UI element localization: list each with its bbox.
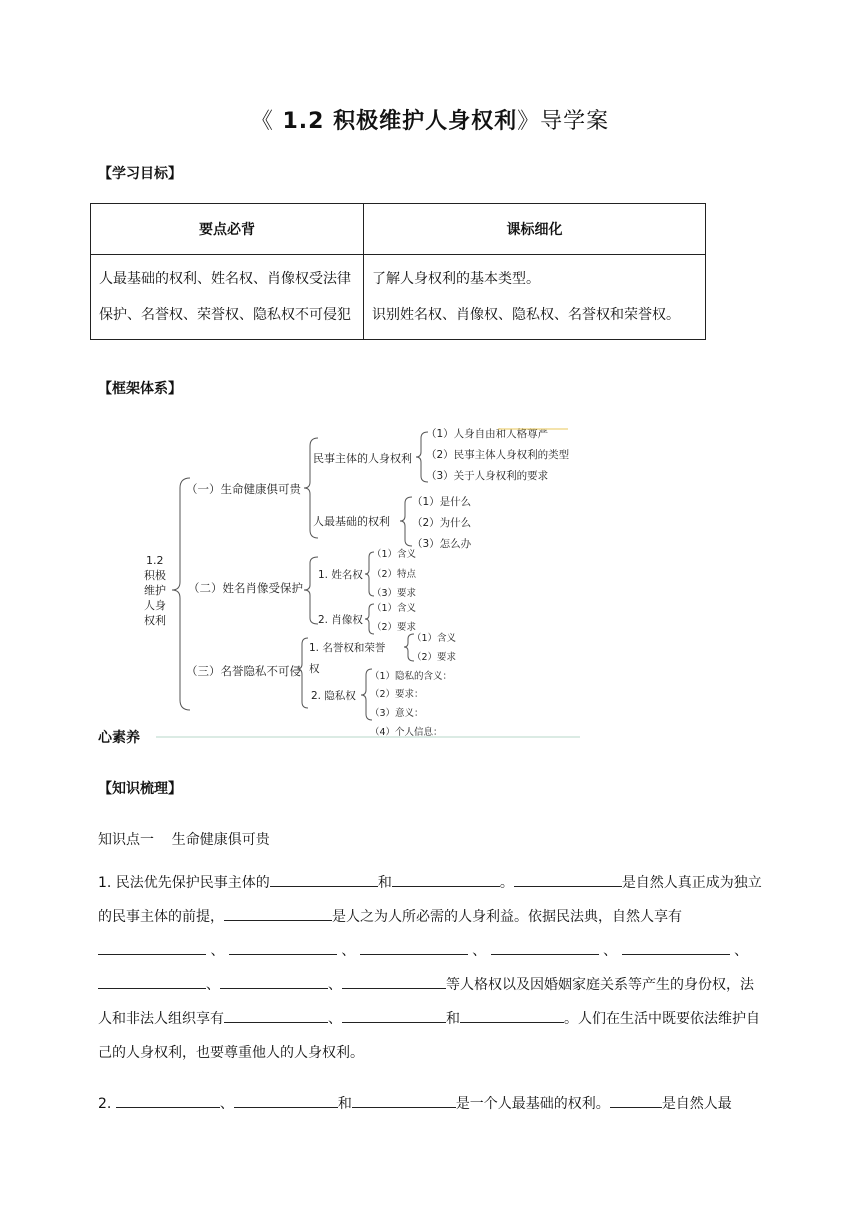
branch-2a-label: 1. 姓名权 [318, 569, 363, 581]
p1-blank-7[interactable] [360, 940, 468, 955]
p2-blank-1[interactable] [116, 1093, 220, 1108]
branch-2a-item-3: （3）要求 [372, 588, 417, 599]
root-label-line-1: 1.2 [146, 554, 164, 567]
goals-header-left: 要点必背 [91, 204, 364, 255]
branch-2a-item-2: （2）特点 [372, 569, 417, 580]
branch-2b-item-2: （2）要求 [372, 622, 417, 633]
p1-text-5: 是人之为人所必需的人身利益。依据民法典，自然人享有 [332, 909, 682, 925]
branch-3-label: （三）名誉隐私不可侵 [186, 664, 301, 678]
branch-3b-item-2: （2）要求： [370, 689, 424, 700]
goals-standard-line-2: 识别姓名权、肖像权、隐私权、名誉权和荣誉权。 [372, 307, 680, 323]
p1-blank-11[interactable] [220, 974, 328, 989]
branch-1b-brace [400, 497, 412, 546]
p1-blank-15[interactable] [460, 1008, 564, 1023]
p2-text-5: 是自然人最 [661, 1096, 732, 1112]
branch-3a-label-line-1: 1. 名誉权和荣誉 [309, 642, 386, 654]
goals-cell-key-points: 人最基础的权利、姓名权、肖像权受法律保护、名誉权、荣誉权、隐私权不可侵犯 [91, 255, 364, 340]
branch-1a-item-1: （1）人身自由和人格尊严 [426, 428, 549, 440]
branch-3b-item-1: （1）隐私的含义： [370, 671, 453, 682]
p1-sep-7: 、 [328, 977, 342, 993]
branch-2-label: （二）姓名肖像受保护 [188, 581, 303, 595]
p1-text-3: 。 [499, 875, 514, 891]
root-label-line-2: 积极 [144, 569, 166, 582]
branch-3b-item-3: （3）意义： [370, 708, 424, 719]
p1-blank-4[interactable] [224, 906, 332, 921]
root-label-line-4: 人身 [144, 599, 166, 612]
title-suffix: 导学案 [540, 109, 610, 134]
p1-blank-12[interactable] [342, 974, 446, 989]
p1-blank-14[interactable] [342, 1008, 446, 1023]
p1-blank-13[interactable] [224, 1008, 328, 1023]
p1-text-9: 。人们在生活中既要依法维护自己的人身权利，也要尊重他人的人身权利。 [98, 1011, 760, 1061]
branch-2a-item-1: （1）含义 [372, 549, 417, 560]
p1-sep-4: 、 [603, 943, 618, 959]
branch-1a-label: 民事主体的人身权利 [313, 452, 412, 465]
p1-blank-8[interactable] [491, 940, 599, 955]
branch-1a-item-3: （3）关于人身权利的要求 [426, 470, 549, 482]
p2-blank-3[interactable] [352, 1093, 456, 1108]
p2-blank-2[interactable] [234, 1093, 338, 1108]
branch-1-label: （一）生命健康俱可贵 [186, 482, 301, 496]
p1-text-4: 是自然人真正成为独立的民事主体的前提， [98, 875, 762, 925]
root-label-line-5: 权利 [144, 614, 166, 627]
section-knowledge-heading: 【知识梳理】 [98, 781, 182, 797]
p1-blank-10[interactable] [98, 974, 206, 989]
goals-header-right: 课标细化 [364, 204, 706, 255]
p1-text-2: 和 [377, 875, 392, 891]
section-core-heading: 心素养 [98, 730, 140, 746]
section-goals-heading: 【学习目标】 [98, 166, 182, 182]
knowledge-paragraph-2 [98, 1087, 766, 1121]
p1-blank-2[interactable] [392, 872, 500, 887]
root-label-line-3: 维护 [144, 584, 166, 597]
branch-1b-item-1: （1）是什么 [412, 496, 472, 508]
p2-text-3: 和 [337, 1096, 352, 1112]
p1-sep-1: 、 [210, 943, 225, 959]
branch-1b-label: 人最基础的权利 [313, 515, 390, 528]
p1-blank-6[interactable] [229, 940, 337, 955]
p1-sep-2: 、 [341, 943, 356, 959]
p1-sep-6: 、 [206, 977, 220, 993]
p1-sep-5: 、 [734, 943, 749, 959]
title-mark-open: 《 [250, 109, 274, 134]
p2-text-2: 、 [219, 1096, 234, 1112]
knowledge-paragraph-1 [98, 866, 766, 1070]
p2-text-1: 2. [98, 1096, 112, 1112]
p1-sep-3: 、 [472, 943, 487, 959]
goals-standard-line-1: 了解人身权利的基本类型。 [372, 271, 540, 287]
p1-text-8: 和 [446, 1011, 460, 1027]
branch-3b-item-4: （4）个人信息： [370, 727, 443, 738]
branch-1b-item-3: （3）怎么办 [412, 538, 472, 550]
branch-1a-item-2: （2）民事主体人身权利的类型 [426, 449, 570, 461]
branch-2-brace [304, 557, 318, 624]
branch-2b-label: 2. 肖像权 [318, 614, 363, 626]
title-main: 1.2 积极维护人身权利 [273, 109, 518, 134]
branch-2b-item-1: （1）含义 [372, 603, 417, 614]
branch-1b-item-2: （2）为什么 [412, 517, 472, 529]
p1-blank-1[interactable] [270, 872, 378, 887]
title-mark-close: 》 [517, 109, 541, 134]
p1-blank-9[interactable] [622, 940, 730, 955]
section-framework-heading: 【框架体系】 [98, 381, 182, 397]
p1-sep-8: 、 [328, 1011, 342, 1027]
p2-blank-4[interactable] [610, 1093, 662, 1108]
branch-3a-item-2: （2）要求 [412, 652, 457, 663]
p1-blank-5[interactable] [98, 940, 206, 955]
branch-3a-item-1: （1）含义 [412, 633, 457, 644]
branch-3b-label: 2. 隐私权 [311, 690, 356, 702]
p2-text-4: 是一个人最基础的权利。 [455, 1096, 610, 1112]
p1-text-7: 等人格权以及因婚姻家庭关系等产生的身份权，法人和非法人组织享有 [98, 977, 754, 1027]
branch-3a-label-line-2: 权 [309, 663, 320, 675]
p1-blank-3[interactable] [514, 872, 622, 887]
knowledge-point-1-title: 知识点一 生命健康俱可贵 [98, 832, 270, 848]
p1-text-1: 1. 民法优先保护民事主体的 [98, 875, 270, 891]
